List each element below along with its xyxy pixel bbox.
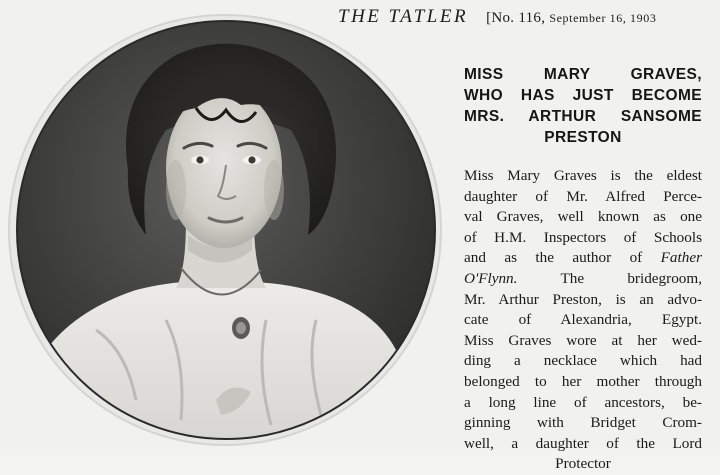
- headline-line: WHO HAS JUST BECOME: [464, 87, 702, 104]
- body-line: Miss Mary Graves is the eldest: [464, 167, 702, 184]
- body-line: a long line of ancestors, be-: [464, 393, 702, 411]
- article: [464, 64, 702, 475]
- body-line: Protector: [555, 455, 611, 473]
- headline-line: MRS. ARTHUR SANSOME: [464, 108, 702, 125]
- book-title: Father: [660, 249, 702, 267]
- body-line: belonged to her mother through: [464, 372, 702, 390]
- publication-title: THE TATLER: [338, 6, 469, 27]
- body-line: cate of Alexandria, Egypt.: [464, 311, 702, 329]
- body-line: of H.M. Inspectors of Schools: [464, 228, 702, 246]
- portrait-photo-icon: [16, 20, 436, 440]
- article-body: [464, 166, 702, 475]
- body-line: well, a daughter of the Lord: [464, 434, 702, 452]
- article-headline: [464, 64, 702, 148]
- body-line: ding a necklace which had: [464, 352, 702, 370]
- body-line: val Graves, well known as one: [464, 208, 702, 226]
- body-line: Mr. Arthur Preston, is an advo-: [464, 290, 702, 308]
- headline-line: MISS MARY GRAVES,: [464, 66, 702, 83]
- issue-number: [No. 116,: [486, 10, 550, 26]
- issue-info: [486, 10, 656, 27]
- body-line: daughter of Mr. Alfred Perce-: [464, 187, 702, 205]
- book-title: O'Flynn.: [464, 269, 518, 287]
- body-line: O'Flynn. The bridegroom,: [464, 269, 702, 287]
- headline-line: PRESTON: [544, 129, 622, 146]
- body-line: and as the author of Father: [464, 249, 702, 267]
- body-line: Miss Graves wore at her wed-: [464, 331, 702, 349]
- issue-date: September 16, 1903: [549, 11, 657, 25]
- body-line: ginning with Bridget Crom-: [464, 414, 702, 432]
